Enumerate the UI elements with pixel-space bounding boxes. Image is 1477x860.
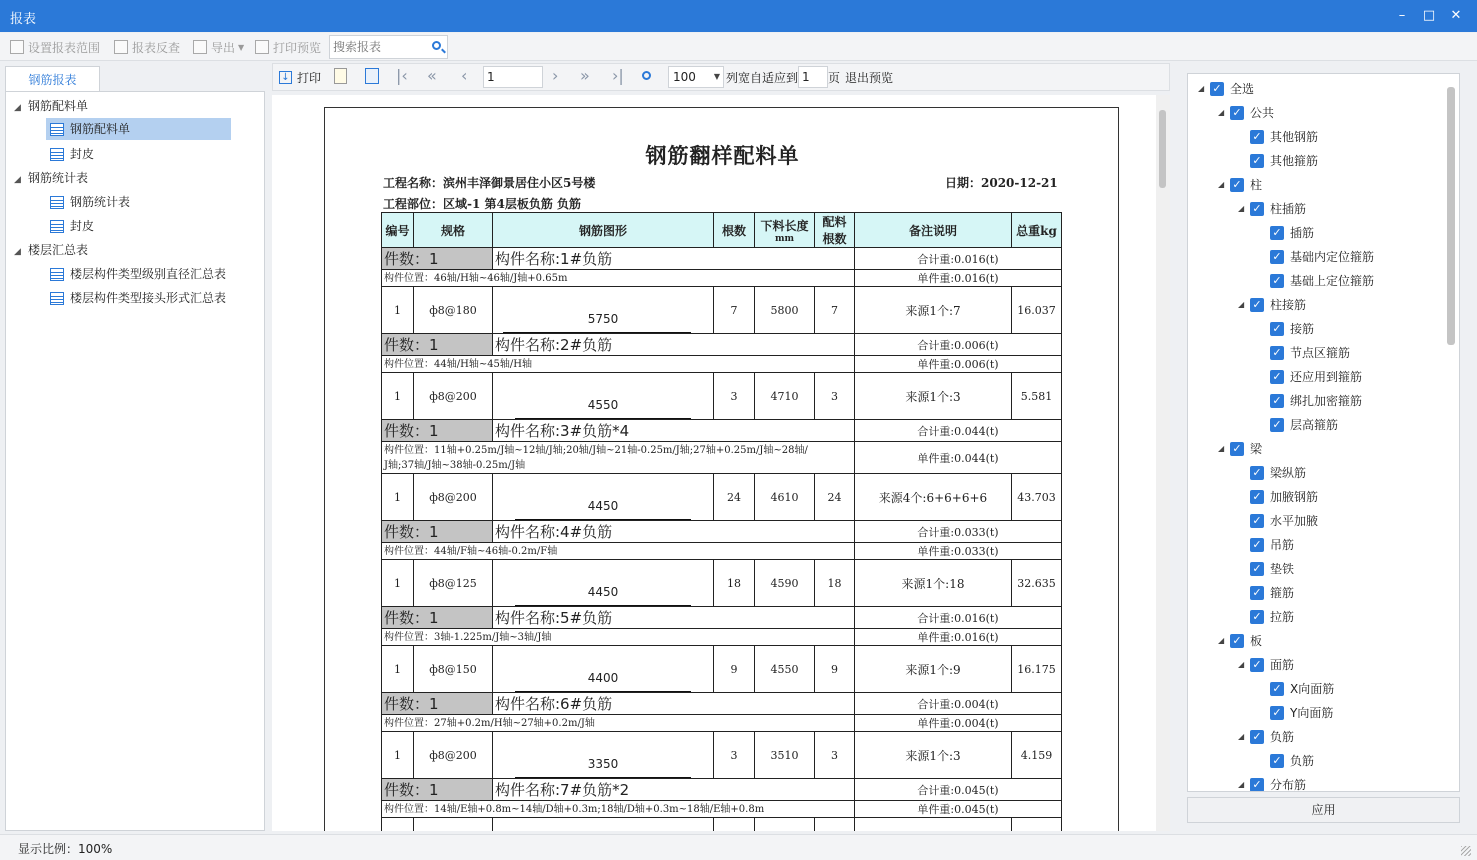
tree-item-cover-1[interactable]: 封皮 xyxy=(46,143,94,165)
cell-note: 来源1个:7 xyxy=(855,287,1012,334)
filter-item-label: 柱插筋 xyxy=(1270,202,1307,216)
cell-no: 1 xyxy=(382,287,414,334)
filter-item-label: 梁 xyxy=(1250,442,1263,456)
filter-item[interactable] xyxy=(1258,271,1374,291)
cell-shape xyxy=(493,373,714,420)
filter-item-label: X向面筋 xyxy=(1290,682,1335,696)
filter-item[interactable] xyxy=(1238,535,1294,555)
cell-pieces: 7 xyxy=(815,287,855,334)
copy-icon[interactable] xyxy=(365,68,379,84)
filter-item-label: 面筋 xyxy=(1270,658,1295,672)
checkbox-checked-icon[interactable]: ✓ xyxy=(1250,490,1264,504)
report-date: 日期：2020-12-21 xyxy=(945,176,1058,190)
component-position-row xyxy=(382,442,1062,474)
filter-item[interactable] xyxy=(1238,655,1294,675)
header-count: 根数 xyxy=(714,213,755,248)
cell-count: 3 xyxy=(714,732,755,779)
page-setup-icon[interactable] xyxy=(334,68,347,84)
filter-item-label: 还应用到箍筋 xyxy=(1290,370,1363,384)
cell-cut-length: 4550 xyxy=(755,646,815,693)
tree-item-stats-sheet[interactable]: 钢筋统计表 xyxy=(46,191,130,213)
cell-note: 来源1个:3 xyxy=(855,373,1012,420)
component-qty: 件数：1 xyxy=(382,248,493,270)
cell-shape xyxy=(493,818,714,832)
filter-item-label: 柱接筋 xyxy=(1270,298,1307,312)
rebar-length: 4450 xyxy=(587,585,619,599)
component-total-weight: 合计重:0.033(t) xyxy=(855,521,1062,543)
cell-count xyxy=(714,818,755,832)
collapse-arrow-icon[interactable]: ◢ xyxy=(1238,204,1245,213)
component-unit-weight: 单件重:0.045(t) xyxy=(855,801,1062,818)
checkbox-checked-icon[interactable]: ✓ xyxy=(1250,730,1264,744)
zoom-select[interactable]: 100 ▼ xyxy=(668,66,724,88)
filter-item[interactable] xyxy=(1218,439,1262,459)
report-search-box[interactable] xyxy=(329,35,448,59)
cell-cut-length: 5800 xyxy=(755,287,815,334)
component-total-weight: 合计重:0.006(t) xyxy=(855,334,1062,356)
set-range-button[interactable]: 设置报表范围 xyxy=(10,38,100,56)
filter-item[interactable] xyxy=(1198,79,1254,99)
component-qty: 件数：1 xyxy=(382,420,493,442)
collapse-arrow-icon[interactable]: ◢ xyxy=(14,175,21,185)
chevron-down-icon: ▼ xyxy=(238,42,245,52)
table-row xyxy=(382,818,1062,832)
cell-pieces xyxy=(815,818,855,832)
checkbox-checked-icon[interactable]: ✓ xyxy=(1250,586,1264,600)
component-total-weight: 合计重:0.004(t) xyxy=(855,693,1062,715)
component-position: 构件位置：44轴/H轴~45轴/H轴 xyxy=(382,356,855,373)
report-check-button[interactable]: 报表反查 xyxy=(114,38,180,56)
checkbox-checked-icon[interactable]: ✓ xyxy=(1250,778,1264,792)
filter-item-label: 板 xyxy=(1250,634,1263,648)
component-position: 构件位置：11轴+0.25m/J轴~12轴/J轴;20轴/J轴~21轴-0.25m/J轴;27轴+0.25m/J轴~28轴/ J轴;37轴/J轴~38轴-0.25m/J轴 xyxy=(382,442,855,474)
collapse-arrow-icon[interactable]: ◢ xyxy=(1198,84,1205,93)
cell-weight: 43.703 xyxy=(1012,474,1062,521)
component-name: 构件名称:1#负筋 xyxy=(493,248,855,270)
preview-canvas xyxy=(272,95,1156,831)
zoom-search-icon[interactable] xyxy=(642,71,651,80)
header-no: 编号 xyxy=(382,213,414,248)
table-row xyxy=(382,474,1062,521)
resize-grip-icon[interactable] xyxy=(1461,846,1471,856)
component-unit-weight: 单件重:0.033(t) xyxy=(855,543,1062,560)
component-position-row xyxy=(382,543,1062,560)
collapse-arrow-icon[interactable]: ◢ xyxy=(1218,636,1225,645)
checkbox-checked-icon[interactable]: ✓ xyxy=(1270,274,1284,288)
checkbox-checked-icon[interactable]: ✓ xyxy=(1210,82,1224,96)
cell-no: 1 xyxy=(382,646,414,693)
filter-item-label: 基础上定位箍筋 xyxy=(1290,274,1375,288)
cell-note: 来源1个:18 xyxy=(855,560,1012,607)
print-icon: ↓ xyxy=(279,71,292,84)
cell-pieces: 3 xyxy=(815,373,855,420)
checkbox-checked-icon[interactable]: ✓ xyxy=(1230,442,1244,456)
checkbox-checked-icon[interactable]: ✓ xyxy=(1270,346,1284,360)
component-qty: 件数：1 xyxy=(382,521,493,543)
cell-count: 9 xyxy=(714,646,755,693)
exit-preview-button[interactable]: 退出预览 xyxy=(845,70,894,85)
component-qty: 件数：1 xyxy=(382,334,493,356)
report-title: 钢筋翻样配料单 xyxy=(645,143,800,168)
checkbox-checked-icon[interactable]: ✓ xyxy=(1250,610,1264,624)
report-page xyxy=(324,107,1119,831)
cell-no xyxy=(382,818,414,832)
filter-scroll-thumb[interactable] xyxy=(1447,87,1455,345)
filter-item-label: 其他钢筋 xyxy=(1270,130,1319,144)
component-name: 构件名称:5#负筋 xyxy=(493,607,855,629)
filter-item-label: 柱 xyxy=(1250,178,1263,192)
filter-item-label: 其他箍筋 xyxy=(1270,154,1319,168)
document-icon xyxy=(50,292,64,305)
filter-panel xyxy=(1187,73,1460,792)
report-search-icon xyxy=(114,40,128,54)
print-preview-button[interactable]: 打印预览 xyxy=(255,38,321,56)
preview-scroll-thumb[interactable] xyxy=(1159,110,1166,188)
filter-item-label: 公共 xyxy=(1250,106,1275,120)
maximize-button[interactable]: □ xyxy=(1422,8,1436,23)
filter-item-label: 加腋钢筋 xyxy=(1270,490,1319,504)
cell-pieces: 18 xyxy=(815,560,855,607)
component-position: 构件位置：27轴+0.2m/H轴~27轴+0.2m/J轴 xyxy=(382,715,855,732)
header-pieces: 配料 根数 xyxy=(815,213,855,248)
component-name: 构件名称:4#负筋 xyxy=(493,521,855,543)
collapse-arrow-icon[interactable]: ◢ xyxy=(1238,660,1245,669)
component-total-weight: 合计重:0.045(t) xyxy=(855,779,1062,801)
report-search-input[interactable] xyxy=(330,36,420,58)
filter-item[interactable] xyxy=(1258,367,1362,387)
component-position-row xyxy=(382,629,1062,646)
apply-button[interactable]: 应用 xyxy=(1187,797,1460,823)
filter-item-label: 接筋 xyxy=(1290,322,1315,336)
filter-item-label: 箍筋 xyxy=(1270,586,1295,600)
cell-pieces: 24 xyxy=(815,474,855,521)
collapse-arrow-icon[interactable]: ◢ xyxy=(1238,300,1245,309)
cell-shape xyxy=(493,474,714,521)
component-header-row xyxy=(382,693,1062,715)
filter-item-label: 插筋 xyxy=(1290,226,1315,240)
cell-spec: ф8@125 xyxy=(414,560,493,607)
checkbox-checked-icon[interactable]: ✓ xyxy=(1230,178,1244,192)
filter-item-label: 全选 xyxy=(1230,82,1255,96)
checkbox-checked-icon[interactable]: ✓ xyxy=(1250,298,1264,312)
cell-weight: 16.037 xyxy=(1012,287,1062,334)
filter-item[interactable] xyxy=(1238,583,1294,603)
title-bar xyxy=(0,0,1477,32)
tree-item-floor-level-diameter[interactable]: 楼层构件类型级别直径汇总表 xyxy=(46,263,226,285)
cell-spec: ф8@200 xyxy=(414,732,493,779)
filter-item[interactable] xyxy=(1258,247,1374,267)
cell-no: 1 xyxy=(382,474,414,521)
filter-item[interactable] xyxy=(1238,295,1306,315)
filter-item[interactable] xyxy=(1238,151,1318,171)
table-range-icon xyxy=(10,40,24,54)
document-icon xyxy=(50,196,64,209)
component-position: 构件位置：3轴-1.225m/J轴~3轴/J轴 xyxy=(382,629,855,646)
cell-shape xyxy=(493,560,714,607)
cell-spec xyxy=(414,818,493,832)
checkbox-checked-icon[interactable]: ✓ xyxy=(1250,130,1264,144)
cell-weight xyxy=(1012,818,1062,832)
tree-group-floor-summary[interactable]: ◢ 楼层汇总表 xyxy=(14,239,88,261)
component-header-row xyxy=(382,779,1062,801)
filter-item-label: 负筋 xyxy=(1290,754,1315,768)
cell-note xyxy=(855,818,1012,832)
cell-pieces: 9 xyxy=(815,646,855,693)
cell-count: 24 xyxy=(714,474,755,521)
component-unit-weight: 单件重:0.016(t) xyxy=(855,629,1062,646)
component-name: 构件名称:6#负筋 xyxy=(493,693,855,715)
cell-note: 来源4个:6+6+6+6 xyxy=(855,474,1012,521)
chevron-down-icon: ▼ xyxy=(713,72,720,81)
checkbox-checked-icon[interactable]: ✓ xyxy=(1250,538,1264,552)
export-button[interactable]: 导出 ▼ xyxy=(193,38,244,56)
cell-count: 3 xyxy=(714,373,755,420)
zoom-ratio: 显示比例：100% xyxy=(18,842,113,856)
filter-item-label: 吊筋 xyxy=(1270,538,1295,552)
checkbox-checked-icon[interactable]: ✓ xyxy=(1270,250,1284,264)
component-position: 构件位置：46轴/H轴~46轴/J轴+0.65m xyxy=(382,270,855,287)
filter-item[interactable] xyxy=(1238,487,1318,507)
rebar-length: 4400 xyxy=(587,671,619,685)
header-note: 备注说明 xyxy=(855,213,1012,248)
component-name: 构件名称:7#负筋*2 xyxy=(493,779,855,801)
first-page-icon[interactable]: |‹ xyxy=(396,66,408,85)
cell-cut-length: 4610 xyxy=(755,474,815,521)
checkbox-checked-icon[interactable]: ✓ xyxy=(1270,418,1284,432)
cell-no: 1 xyxy=(382,560,414,607)
component-name: 构件名称:2#负筋 xyxy=(493,334,855,356)
header-cut-length: 下料长度 mm xyxy=(755,213,815,248)
cell-spec: ф8@200 xyxy=(414,474,493,521)
tree-group-peiliao[interactable]: ◢ 钢筋配料单 xyxy=(14,95,88,117)
filter-item-label: 分布筋 xyxy=(1270,778,1307,792)
print-button[interactable]: ↓ 打印 xyxy=(279,68,321,86)
cell-no: 1 xyxy=(382,373,414,420)
filter-item-label: 水平加腋 xyxy=(1270,514,1319,528)
filter-item[interactable] xyxy=(1218,103,1274,123)
cell-cut-length xyxy=(755,818,815,832)
project-name: 工程名称：滨州丰泽御景居住小区5号楼 xyxy=(383,176,596,190)
filter-item[interactable] xyxy=(1238,775,1306,792)
filter-item-label: 垫铁 xyxy=(1270,562,1295,576)
component-qty: 件数：1 xyxy=(382,779,493,801)
filter-item[interactable] xyxy=(1258,319,1314,339)
checkbox-checked-icon[interactable]: ✓ xyxy=(1270,394,1284,408)
project-location: 工程部位：区域-1 第4层板负筋 负筋 xyxy=(383,197,582,211)
checkbox-checked-icon[interactable]: ✓ xyxy=(1230,634,1244,648)
window-title: 报表 xyxy=(10,12,37,27)
component-total-weight: 合计重:0.016(t) xyxy=(855,607,1062,629)
tree-item-peiliao-sheet[interactable]: 钢筋配料单 xyxy=(46,118,231,140)
filter-item[interactable] xyxy=(1258,703,1333,723)
status-bar xyxy=(0,834,1477,860)
table-row xyxy=(382,287,1062,334)
collapse-arrow-icon[interactable]: ◢ xyxy=(1238,732,1245,741)
collapse-arrow-icon[interactable]: ◢ xyxy=(1238,780,1245,789)
filter-item-label: 节点区箍筋 xyxy=(1290,346,1351,360)
component-position: 构件位置：14轴/E轴+0.8m~14轴/D轴+0.3m;18轴/D轴+0.3m~18轴/E轴+0.8m xyxy=(382,801,855,818)
header-shape: 钢筋图形 xyxy=(493,213,714,248)
collapse-arrow-icon[interactable]: ◢ xyxy=(14,103,21,113)
checkbox-checked-icon[interactable]: ✓ xyxy=(1270,322,1284,336)
filter-item-label: 负筋 xyxy=(1270,730,1295,744)
checkbox-checked-icon[interactable]: ✓ xyxy=(1270,706,1284,720)
filter-item[interactable] xyxy=(1258,751,1314,771)
next-ten-pages-icon[interactable]: » xyxy=(580,66,590,85)
cell-weight: 4.159 xyxy=(1012,732,1062,779)
component-position-row xyxy=(382,801,1062,818)
component-name: 构件名称:3#负筋*4 xyxy=(493,420,855,442)
checkbox-checked-icon[interactable]: ✓ xyxy=(1250,154,1264,168)
component-unit-weight: 单件重:0.004(t) xyxy=(855,715,1062,732)
component-unit-weight: 单件重:0.006(t) xyxy=(855,356,1062,373)
tree-item-floor-joint-type[interactable]: 楼层构件类型接头形式汇总表 xyxy=(46,287,226,309)
checkbox-checked-icon[interactable]: ✓ xyxy=(1270,370,1284,384)
document-icon xyxy=(50,148,64,161)
table-row xyxy=(382,560,1062,607)
tab-rebar-reports[interactable]: 钢筋报表 xyxy=(5,66,100,92)
component-position-row xyxy=(382,270,1062,287)
filter-item[interactable] xyxy=(1258,391,1362,411)
prev-ten-pages-icon[interactable]: « xyxy=(427,66,437,85)
cell-no: 1 xyxy=(382,732,414,779)
cell-shape xyxy=(493,646,714,693)
header-spec: 规格 xyxy=(414,213,493,248)
checkbox-checked-icon[interactable]: ✓ xyxy=(1230,106,1244,120)
checkbox-checked-icon[interactable]: ✓ xyxy=(1250,562,1264,576)
filter-item[interactable] xyxy=(1258,415,1338,435)
tree-group-stats[interactable]: ◢ 钢筋统计表 xyxy=(14,167,88,189)
checkbox-checked-icon[interactable]: ✓ xyxy=(1250,514,1264,528)
filter-item[interactable] xyxy=(1238,607,1294,627)
collapse-arrow-icon[interactable]: ◢ xyxy=(14,247,21,257)
filter-item[interactable] xyxy=(1238,199,1306,219)
filter-item[interactable] xyxy=(1258,223,1314,243)
filter-item-label: 绑扎加密箍筋 xyxy=(1290,394,1363,408)
tree-item-cover-2[interactable]: 封皮 xyxy=(46,215,94,237)
filter-item[interactable] xyxy=(1258,343,1350,363)
print-preview-icon xyxy=(255,40,269,54)
filter-item[interactable] xyxy=(1258,679,1334,699)
page-number-input[interactable]: 1 xyxy=(483,66,543,88)
checkbox-checked-icon[interactable]: ✓ xyxy=(1250,466,1264,480)
document-icon xyxy=(50,220,64,233)
filter-item[interactable] xyxy=(1218,175,1262,195)
report-tree-panel xyxy=(5,91,265,831)
component-header-row xyxy=(382,248,1062,270)
cell-spec: ф8@200 xyxy=(414,373,493,420)
component-header-row xyxy=(382,521,1062,543)
cell-note: 来源1个:3 xyxy=(855,732,1012,779)
fit-width-label: 列宽自适应到 xyxy=(726,70,799,85)
header-weight: 总重kg xyxy=(1012,213,1062,248)
component-qty: 件数：1 xyxy=(382,607,493,629)
export-icon xyxy=(193,40,207,54)
component-header-row xyxy=(382,334,1062,356)
minimize-button[interactable]: – xyxy=(1398,8,1406,23)
collapse-arrow-icon[interactable]: ◢ xyxy=(1218,108,1225,117)
filter-item[interactable] xyxy=(1238,463,1306,483)
cell-cut-length: 3510 xyxy=(755,732,815,779)
document-icon xyxy=(50,123,64,136)
cell-weight: 32.635 xyxy=(1012,560,1062,607)
rebar-length: 4450 xyxy=(587,499,619,513)
filter-item[interactable] xyxy=(1238,727,1294,747)
filter-item[interactable] xyxy=(1218,631,1262,651)
checkbox-checked-icon[interactable]: ✓ xyxy=(1250,202,1264,216)
checkbox-checked-icon[interactable]: ✓ xyxy=(1270,682,1284,696)
table-row xyxy=(382,373,1062,420)
component-header-row xyxy=(382,420,1062,442)
close-button[interactable]: ✕ xyxy=(1450,8,1462,23)
component-position: 构件位置：44轴/F轴~46轴-0.2m/F轴 xyxy=(382,543,855,560)
rebar-length: 5750 xyxy=(587,312,619,326)
collapse-arrow-icon[interactable]: ◢ xyxy=(1218,180,1225,189)
filter-item-label: 层高箍筋 xyxy=(1290,418,1339,432)
component-position-row xyxy=(382,715,1062,732)
cell-cut-length: 4590 xyxy=(755,560,815,607)
cell-shape xyxy=(493,732,714,779)
filter-item[interactable] xyxy=(1238,127,1318,147)
rebar-table xyxy=(381,212,1062,831)
table-header-row xyxy=(382,213,1062,248)
search-icon[interactable] xyxy=(432,41,441,50)
component-unit-weight: 单件重:0.016(t) xyxy=(855,270,1062,287)
filter-item-label: 拉筋 xyxy=(1270,610,1295,624)
page-unit-label: 页 xyxy=(828,70,841,85)
table-row xyxy=(382,732,1062,779)
filter-item-label: Y向面筋 xyxy=(1290,706,1334,720)
cell-weight: 16.175 xyxy=(1012,646,1062,693)
rebar-length: 4550 xyxy=(587,398,619,412)
table-row xyxy=(382,646,1062,693)
cell-shape xyxy=(493,287,714,334)
collapse-arrow-icon[interactable]: ◢ xyxy=(1218,444,1225,453)
prev-page-icon[interactable]: ‹ xyxy=(461,66,468,85)
component-unit-weight: 单件重:0.044(t) xyxy=(855,442,1062,474)
checkbox-checked-icon[interactable]: ✓ xyxy=(1270,754,1284,768)
filter-item-label: 基础内定位箍筋 xyxy=(1290,250,1375,264)
checkbox-checked-icon[interactable]: ✓ xyxy=(1270,226,1284,240)
cell-pieces: 3 xyxy=(815,732,855,779)
fit-pages-input[interactable]: 1 xyxy=(798,66,828,88)
component-total-weight: 合计重:0.016(t) xyxy=(855,248,1062,270)
checkbox-checked-icon[interactable]: ✓ xyxy=(1250,658,1264,672)
component-total-weight: 合计重:0.044(t) xyxy=(855,420,1062,442)
next-page-icon[interactable]: › xyxy=(552,66,559,85)
cell-count: 18 xyxy=(714,560,755,607)
cell-weight: 5.581 xyxy=(1012,373,1062,420)
component-qty: 件数：1 xyxy=(382,693,493,715)
component-position-row xyxy=(382,356,1062,373)
cell-spec: ф8@150 xyxy=(414,646,493,693)
cell-cut-length: 4710 xyxy=(755,373,815,420)
cell-note: 来源1个:9 xyxy=(855,646,1012,693)
preview-scrollbar[interactable] xyxy=(1156,95,1170,831)
rebar-length: 3350 xyxy=(587,757,619,771)
filter-item[interactable] xyxy=(1238,559,1294,579)
component-header-row xyxy=(382,607,1062,629)
cell-spec: ф8@180 xyxy=(414,287,493,334)
last-page-icon[interactable]: ›| xyxy=(612,66,624,85)
filter-item-label: 梁纵筋 xyxy=(1270,466,1307,480)
filter-item[interactable] xyxy=(1238,511,1318,531)
cell-count: 7 xyxy=(714,287,755,334)
document-icon xyxy=(50,268,64,281)
